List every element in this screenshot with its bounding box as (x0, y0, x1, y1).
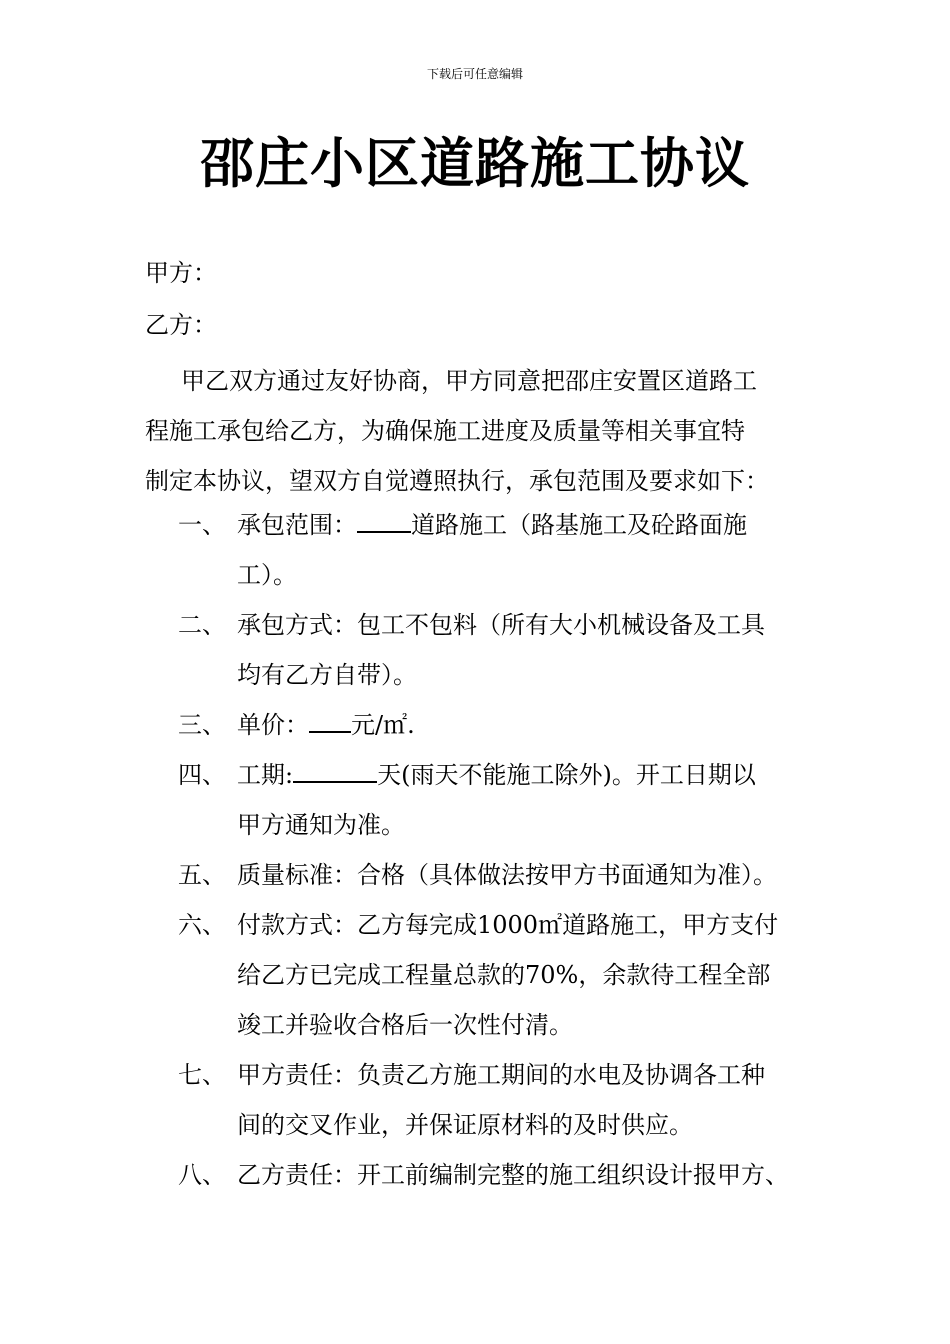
intro-line: 甲乙双方通过友好协商，甲方同意把邵庄安置区道路工 (181, 367, 757, 395)
clause-line: 竣工并验收合格后一次性付清。 (237, 1011, 573, 1039)
clause-line: 给乙方已完成工程量总款的70%，余款待工程全部 (237, 961, 771, 989)
clause-text: 工期: (237, 761, 294, 789)
clause-7 (178, 1050, 838, 1150)
clause-number: 二、 (178, 611, 226, 639)
clause-line: 承包方式：包工不包料（所有大小机械设备及工具 (237, 611, 765, 639)
clause-number: 八、 (178, 1161, 226, 1189)
clause-6 (178, 900, 838, 1050)
fill-blank (309, 709, 351, 733)
party-a-label: 甲方： (145, 259, 217, 287)
header-note: 下载后可任意编辑 (426, 67, 523, 81)
clause-1 (178, 500, 838, 600)
clause-5 (178, 850, 838, 900)
clause-text: 承包范围： (237, 511, 357, 539)
fill-blank (357, 509, 411, 533)
fill-blank (293, 759, 377, 783)
clause-number: 六、 (178, 911, 226, 939)
clause-line: 付款方式：乙方每完成1000㎡道路施工，甲方支付 (237, 911, 779, 939)
clause-number: 七、 (178, 1061, 226, 1089)
clause-text: 道路施工（路基施工及砼路面施 (411, 511, 747, 539)
intro-line: 制定本协议，望双方自觉遵照执行，承包范围及要求如下： (145, 467, 769, 495)
intro-paragraph (145, 356, 825, 506)
clause-3 (178, 700, 838, 750)
clause-line (237, 750, 838, 800)
clause-text: 单价： (237, 711, 309, 739)
document-title: 邵庄小区道路施工协议 (200, 131, 750, 195)
clause-line: 质量标准：合格（具体做法按甲方书面通知为准）。 (237, 861, 777, 889)
clause-line (237, 700, 838, 750)
clause-number: 一、 (178, 511, 226, 539)
clause-line: 甲方责任：负责乙方施工期间的水电及协调各工种 (237, 1061, 765, 1089)
clause-line (237, 500, 838, 550)
clause-line: 甲方通知为准。 (237, 811, 405, 839)
clause-number: 五、 (178, 861, 226, 889)
clause-line: 间的交叉作业，并保证原材料的及时供应。 (237, 1111, 693, 1139)
clause-8 (178, 1150, 838, 1200)
clause-number: 三、 (178, 711, 226, 739)
clause-number: 四、 (178, 761, 226, 789)
clause-text: 元/㎡. (351, 711, 415, 739)
clause-text: 天(雨天不能施工除外)。开工日期以 (377, 761, 756, 789)
clause-line: 乙方责任：开工前编制完整的施工组织设计报甲方、 (237, 1161, 789, 1189)
clause-line: 工）。 (237, 561, 297, 589)
clause-list (178, 500, 838, 1200)
clause-4 (178, 750, 838, 850)
intro-line: 程施工承包给乙方，为确保施工进度及质量等相关事宜特 (145, 417, 745, 445)
clause-line: 均有乙方自带）。 (237, 661, 417, 689)
clause-2 (178, 600, 838, 700)
party-b-label: 乙方： (145, 311, 217, 339)
